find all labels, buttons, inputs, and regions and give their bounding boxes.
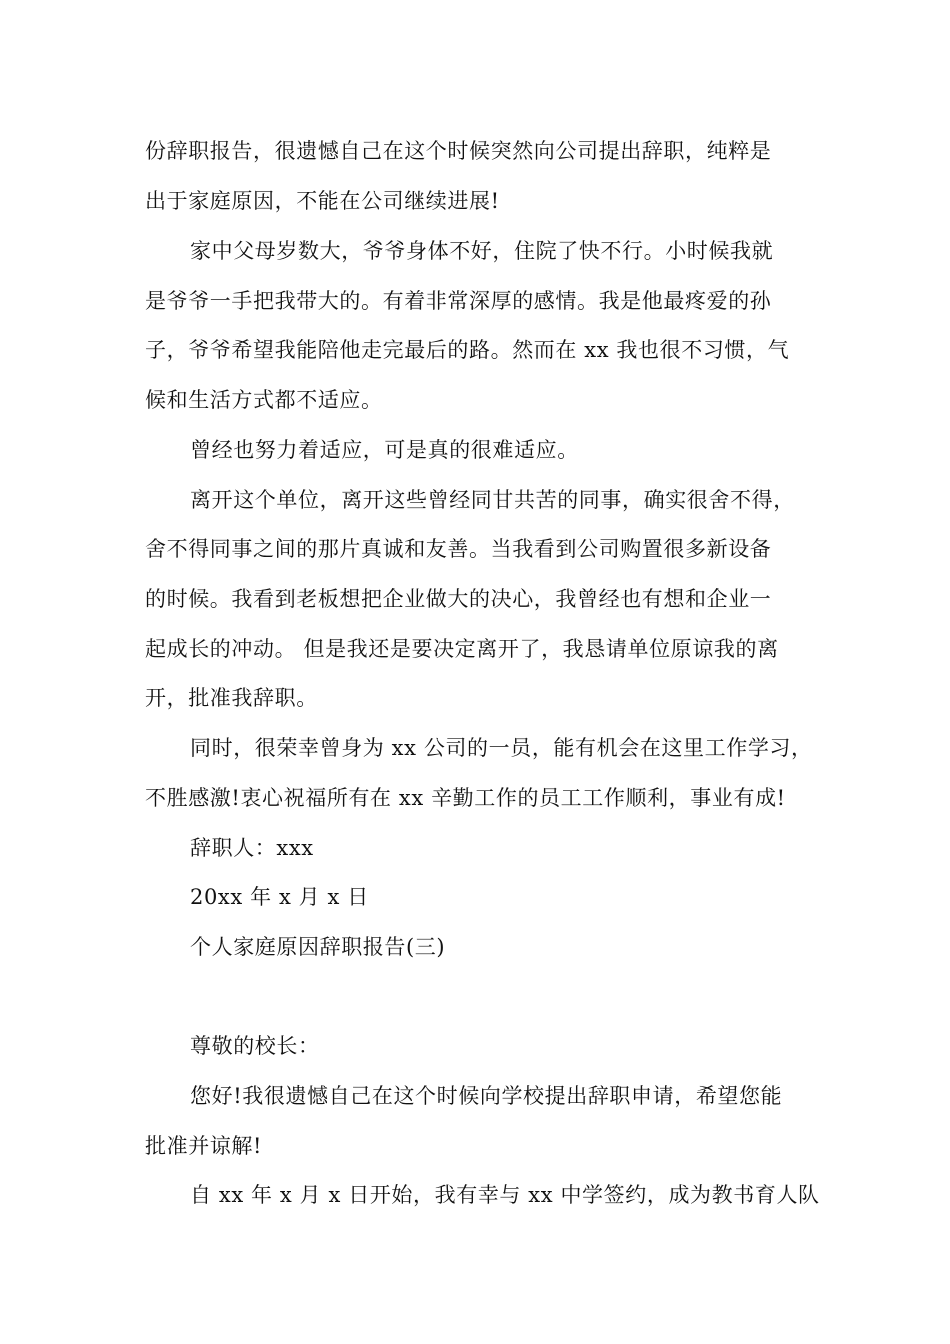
text-line: 曾经也努力着适应，可是真的很难适应。	[190, 438, 579, 462]
text-line: 家中父母岁数大，爷爷身体不好，住院了快不行。小时候我就	[190, 239, 774, 263]
text-line: 开，批准我辞职。	[145, 686, 318, 710]
text-line: 子，爷爷希望我能陪他走完最后的路。然而在 xx 我也很不习惯，气	[145, 338, 790, 362]
text-line: 份辞职报告，很遗憾自己在这个时候突然向公司提出辞职，纯粹是	[145, 139, 772, 163]
salutation: 尊敬的校长：	[190, 1034, 320, 1058]
text-line: 同时，很荣幸曾身为 xx 公司的一员，能有机会在这里工作学习，	[190, 736, 813, 760]
text-line: 的时候。我看到老板想把企业做大的决心，我曾经也有想和企业一	[145, 587, 772, 611]
date-line: 20xx 年 x 月 x 日	[190, 885, 369, 909]
text-line: 出于家庭原因，不能在公司继续进展!	[145, 189, 500, 213]
signature-line: 辞职人：xxx	[190, 836, 314, 860]
text-line: 是爷爷一手把我带大的。有着非常深厚的感情。我是他最疼爱的孙	[145, 289, 772, 313]
text-line: 批准并谅解!	[145, 1134, 263, 1158]
text-line: 自 xx 年 x 月 x 日开始，我有幸与 xx 中学签约，成为教书育人队	[190, 1183, 820, 1207]
text-line: 您好!我很遗憾自己在这个时候向学校提出辞职申请，希望您能	[190, 1084, 783, 1108]
text-line: 起成长的冲动。 但是我还是要决定离开了，我恳请单位原谅我的离	[145, 637, 779, 661]
section-title: 个人家庭原因辞职报告(三)	[190, 935, 446, 959]
text-line: 不胜感激!衷心祝福所有在 xx 辛勤工作的员工工作顺利，事业有成!	[145, 786, 786, 810]
text-line: 舍不得同事之间的那片真诚和友善。当我看到公司购置很多新设备	[145, 537, 772, 561]
text-line: 候和生活方式都不适应。	[145, 388, 383, 412]
text-line: 离开这个单位，离开这些曾经同甘共苦的同事，确实很舍不得，	[190, 488, 795, 512]
